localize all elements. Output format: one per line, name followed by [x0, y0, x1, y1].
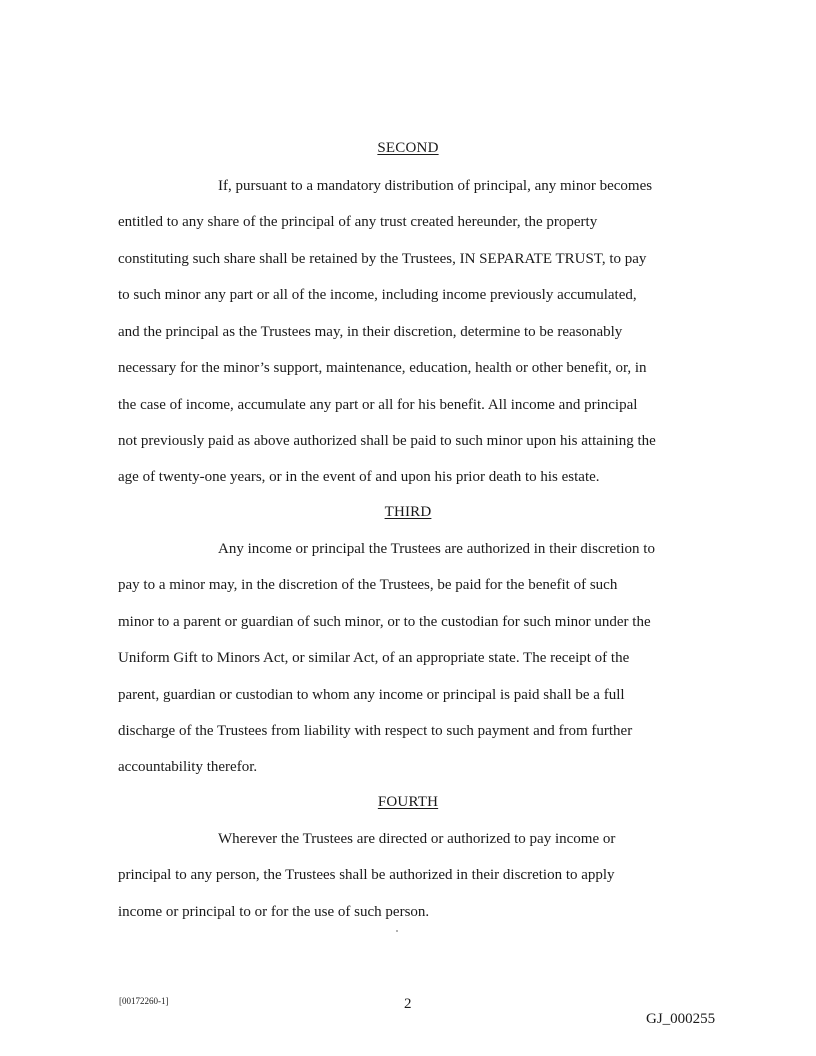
section-heading-fourth: FOURTH — [377, 794, 439, 810]
second-line-3: constituting such share shall be retained by the Trustees, IN SEPARATE TRUST, to pay — [118, 251, 647, 267]
third-line-3: minor to a parent or guardian of such minor, or to the custodian for such minor under the — [118, 614, 651, 630]
second-line-8: not previously paid as above authorized shall be paid to such minor upon his attaining the — [118, 433, 656, 449]
fourth-line-3: income or principal to or for the use of such person. — [118, 904, 430, 920]
scan-speck — [396, 930, 398, 932]
section-heading-second: SECOND — [377, 140, 439, 156]
second-line-1: If, pursuant to a mandatory distribution of principal, any minor becomes — [218, 178, 653, 194]
third-line-4: Uniform Gift to Minors Act, or similar Act, of an appropriate state. The receipt of the — [118, 650, 630, 666]
third-line-1: Any income or principal the Trustees are authorized in their discretion to — [218, 541, 655, 557]
third-line-6: discharge of the Trustees from liability with respect to such payment and from further — [118, 723, 633, 739]
fourth-line-1: Wherever the Trustees are directed or authorized to pay income or — [218, 831, 616, 847]
document-id: [00172260-1] — [119, 996, 169, 1006]
third-line-7: accountability therefor. — [118, 759, 258, 775]
bates-number: GJ_000255 — [646, 1011, 716, 1027]
third-line-5: parent, guardian or custodian to whom any income or principal is paid shall be a full — [118, 687, 625, 703]
second-line-7: the case of income, accumulate any part or all for his benefit. All income and principal — [118, 397, 638, 413]
page-number: 2 — [404, 996, 412, 1012]
second-line-9: age of twenty-one years, or in the event of and upon his prior death to his estate. — [118, 469, 600, 485]
fourth-line-2: principal to any person, the Trustees shall be authorized in their discretion to apply — [118, 867, 615, 883]
second-line-2: entitled to any share of the principal of any trust created hereunder, the property — [118, 214, 598, 230]
third-line-2: pay to a minor may, in the discretion of the Trustees, be paid for the benefit of such — [118, 577, 618, 593]
second-line-5: and the principal as the Trustees may, in their discretion, determine to be reasonably — [118, 324, 623, 340]
second-line-6: necessary for the minor’s support, maintenance, education, health or other benefit, or, in — [118, 360, 647, 376]
second-line-4: to such minor any part or all of the income, including income previously accumulated, — [118, 287, 637, 303]
section-heading-third: THIRD — [384, 504, 432, 520]
